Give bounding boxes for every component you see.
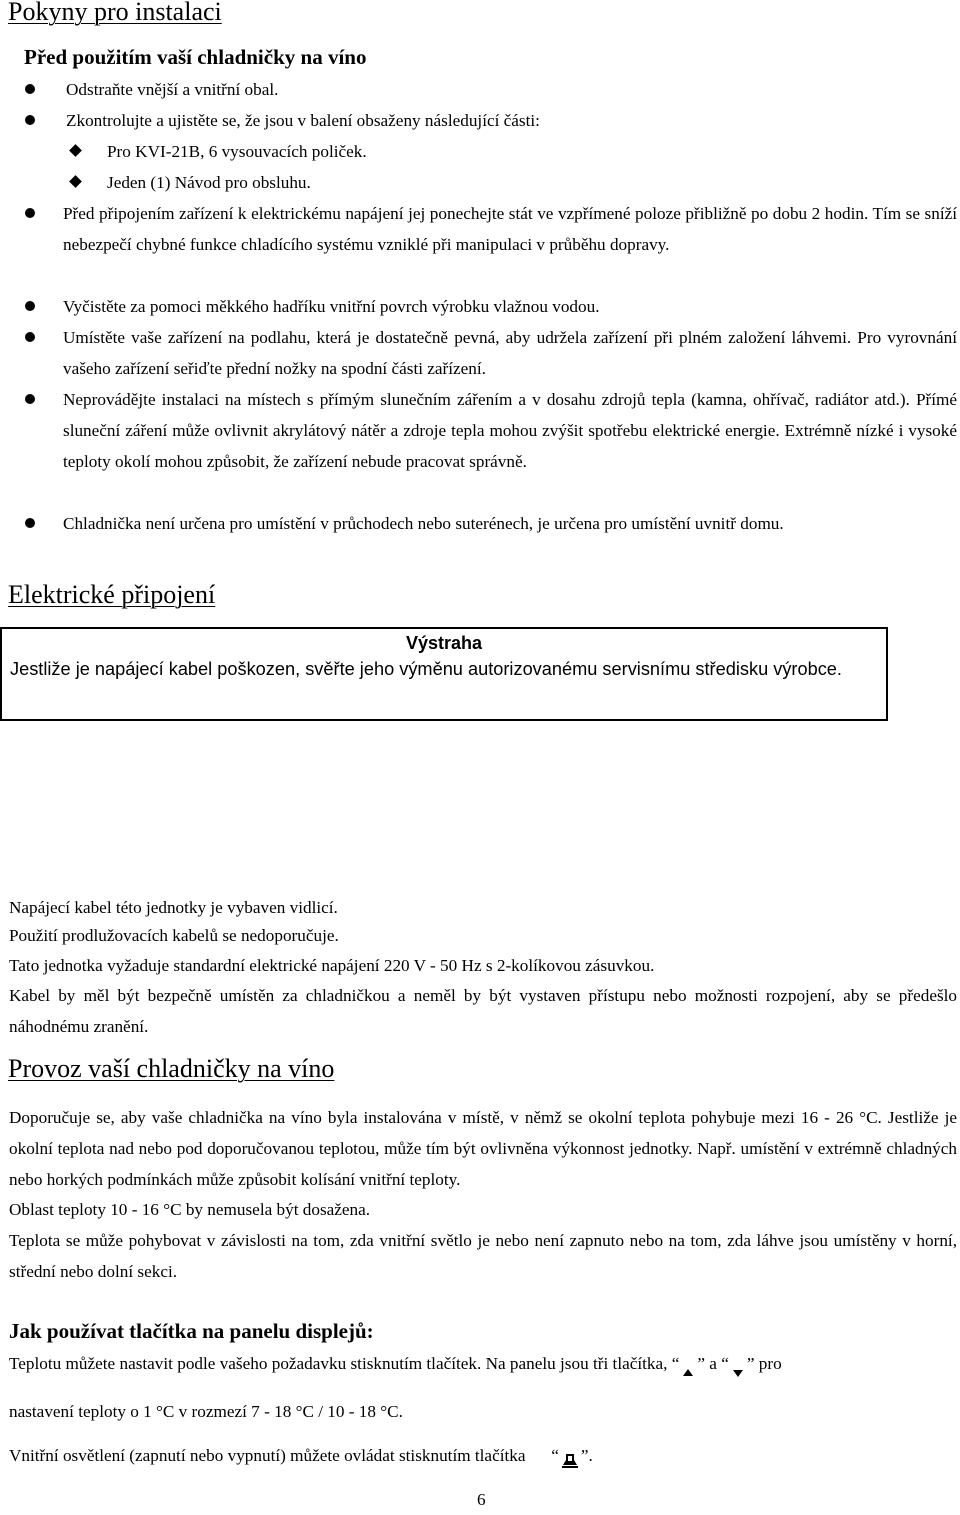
- bullet-dot: [25, 394, 35, 404]
- buttons-text-1a: Teplotu můžete nastavit podle vašeho požadavku stisknutím tlačítek. Na panelu jsou tři tlačítka, “: [9, 1354, 680, 1373]
- install-item-1: Odstraňte vnější a vnitřní obal.: [66, 80, 279, 99]
- buttons-section-title: Jak používat tlačítka na panelu displejů:: [9, 1319, 374, 1343]
- buttons-text-3: [9, 1440, 593, 1471]
- diamond-bullet: [69, 144, 82, 157]
- light-icon: [559, 1448, 581, 1466]
- electric-text-3: Tato jednotka vyžaduje standardní elektrické napájení 220 V - 50 Hz s 2-kolíkovou zásuvkou.: [9, 956, 655, 975]
- buttons-text-1b: ” a “: [697, 1354, 729, 1373]
- electric-text-4: Kabel by měl být bezpečně umístěn za chladničkou a neměl by být vystaven přístupu nebo možnosti rozpojení, aby se předešlo náhodnému zranění.: [9, 986, 957, 1036]
- buttons-text-2: nastavení teploty o 1 °C v rozmezí 7 - 18 °C / 10 - 18 °C.: [9, 1402, 403, 1421]
- section-title-installation: Pokyny pro instalaci: [8, 0, 222, 26]
- operation-text-1: Doporučuje se, aby vaše chladnička na víno byla instalována v místě, v němž se okolní teplota pohybuje mezi 16 - 26 °C. Jestliže je okolní teplota nad nebo pod doporučovanou teplotou, může tím být ovlivněna výkonnost jednotky. Např. umístění v extrémně chladných nebo horkých podmínkách může způsobit kolísání vnitřní teploty.: [9, 1108, 957, 1189]
- warning-box: [0, 627, 888, 721]
- subitem-manual: Jeden (1) Návod pro obsluhu.: [107, 173, 311, 192]
- electric-text-1: Napájecí kabel této jednotky je vybaven vidlicí.: [9, 898, 338, 917]
- bullet-dot: [25, 301, 35, 311]
- install-item-2: Zkontrolujte a ujistěte se, že jsou v balení obsaženy následující části:: [66, 111, 540, 130]
- triangle-up-icon: [679, 1358, 697, 1372]
- section-title-electric: Elektrické připojení: [8, 580, 216, 609]
- buttons-text-3b: ”.: [580, 1446, 593, 1465]
- buttons-text-3a: Vnitřní osvětlení (zapnutí nebo vypnutí) můžete ovládat stisknutím tlačítka “: [9, 1446, 559, 1465]
- bullet-dot: [25, 84, 35, 94]
- warning-text: Jestliže je napájecí kabel poškozen, svěřte jeho výměnu autorizovanému servisnímu středisku výrobce.: [10, 659, 842, 679]
- install-item-3: Před připojením zařízení k elektrickému napájení jej ponechejte stát ve vzpřímené poloze přibližně po dobu 2 hodin. Tím se sníží nebezpečí chybné funkce chladícího systému vzniklé při manipulaci v průběhu dopravy.: [63, 204, 957, 254]
- electric-text-2: Použití prodlužovacích kabelů se nedoporučuje.: [9, 926, 339, 945]
- install-item-4: Vyčistěte za pomoci měkkého hadříku vnitřní povrch výrobku vlažnou vodou.: [63, 297, 600, 316]
- operation-text-2: Oblast teploty 10 - 16 °C by nemusela být dosažena.: [9, 1200, 371, 1219]
- operation-text-3: Teplota se může pohybovat v závislosti na tom, zda vnitřní světlo je nebo není zapnuto nebo na tom, zda láhve jsou umístěny v horní, střední nebo dolní sekci.: [9, 1231, 957, 1281]
- page-number: 6: [477, 1490, 486, 1509]
- install-item-6: Neprovádějte instalaci na místech s přímým slunečním zářením a v dosahu zdrojů tepla (kamna, ohřívač, radiátor atd.). Přímé sluneční záření může ovlivnit akrylátový nátěr a zdroje tepla mohou zvýšit spotřebu elektrické energie. Extrémně nízké i vysoké teploty okolí mohou způsobit, že zařízení nebude pracovat správně.: [63, 390, 957, 471]
- subitem-shelves: Pro KVI-21B, 6 vysouvacích poliček.: [107, 142, 367, 161]
- subtitle-before-use: Před použitím vaší chladničky na víno: [24, 45, 367, 69]
- triangle-down-icon: [729, 1358, 747, 1372]
- bullet-dot: [25, 208, 35, 218]
- install-item-7: Chladnička není určena pro umístění v průchodech nebo suterénech, je určena pro umístění uvnitř domu.: [63, 514, 784, 533]
- buttons-text-1: [9, 1348, 782, 1379]
- buttons-text-1c: ” pro: [746, 1354, 782, 1373]
- section-title-operation: Provoz vaší chladničky na víno: [8, 1054, 335, 1083]
- install-item-5: Umístěte vaše zařízení na podlahu, která je dostatečně pevná, aby udržela zařízení při plném založení láhvemi. Pro vyrovnání vašeho zařízení seřiďte přední nožky na spodní části zařízení.: [63, 328, 957, 378]
- warning-title: Výstraha: [405, 633, 483, 653]
- bullet-dot: [25, 518, 35, 528]
- diamond-bullet: [69, 175, 82, 188]
- bullet-dot: [25, 332, 35, 342]
- bullet-dot: [25, 115, 35, 125]
